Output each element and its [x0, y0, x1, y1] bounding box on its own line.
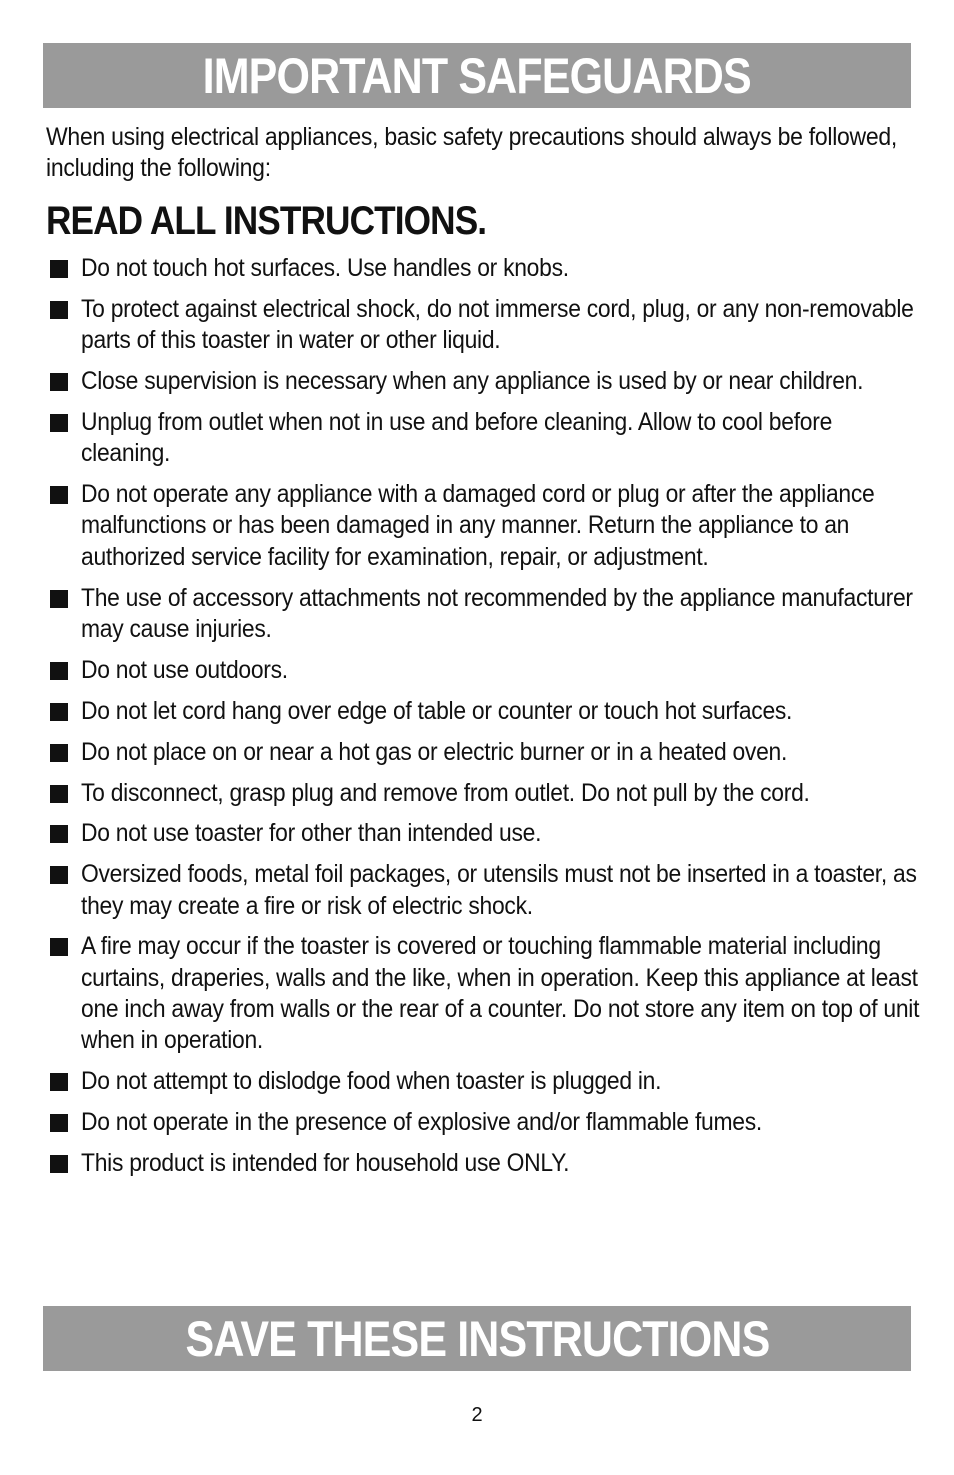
list-item: Do not use toaster for other than intended use.: [46, 818, 926, 849]
square-bullet-icon: [50, 590, 68, 608]
square-bullet-icon: [50, 373, 68, 391]
save-instructions-title: SAVE THESE INSTRUCTIONS: [185, 1310, 769, 1367]
square-bullet-icon: [50, 301, 68, 319]
page-title: IMPORTANT SAFEGUARDS: [202, 47, 752, 104]
list-item: Do not let cord hang over edge of table or counter or touch hot surfaces.: [46, 696, 926, 727]
list-item: This product is intended for household use ONLY.: [46, 1148, 926, 1179]
square-bullet-icon: [50, 866, 68, 884]
intro-text: When using electrical appliances, basic safety precautions should always be followed, including the following:: [46, 123, 898, 182]
list-item: Close supervision is necessary when any appliance is used by or near children.: [46, 366, 926, 397]
page-number: 2: [471, 1404, 483, 1426]
list-item: Do not touch hot surfaces. Use handles or knobs.: [46, 253, 926, 284]
square-bullet-icon: [50, 1073, 68, 1091]
square-bullet-icon: [50, 414, 68, 432]
intro-paragraph: [46, 122, 914, 184]
square-bullet-icon: [50, 703, 68, 721]
list-item: To protect against electrical shock, do not immerse cord, plug, or any non-removable parts of this toaster in water or other liquid.: [46, 294, 926, 357]
list-item: The use of accessory attachments not recommended by the appliance manufacturer may cause injuries.: [46, 583, 926, 646]
square-bullet-icon: [50, 938, 68, 956]
list-item: Oversized foods, metal foil packages, or utensils must not be inserted in a toaster, as they may create a fire or risk of electric shock.: [46, 859, 926, 922]
square-bullet-icon: [50, 486, 68, 504]
list-item: Do not place on or near a hot gas or electric burner or in a heated oven.: [46, 737, 926, 768]
square-bullet-icon: [50, 785, 68, 803]
list-item: Unplug from outlet when not in use and before cleaning. Allow to cool before cleaning.: [46, 407, 926, 470]
square-bullet-icon: [50, 260, 68, 278]
important-safeguards-banner: [43, 43, 911, 108]
square-bullet-icon: [50, 825, 68, 843]
list-item: Do not operate any appliance with a damaged cord or plug or after the appliance malfunctions or has been damaged in any manner. Return the appliance to an authorized service facility for examination, repair, or adjustment.: [46, 479, 926, 573]
list-item: Do not attempt to dislodge food when toaster is plugged in.: [46, 1066, 926, 1097]
square-bullet-icon: [50, 1114, 68, 1132]
save-instructions-banner: [43, 1306, 911, 1371]
safeguards-list: [46, 253, 926, 1189]
list-item: Do not use outdoors.: [46, 655, 926, 686]
square-bullet-icon: [50, 1155, 68, 1173]
square-bullet-icon: [50, 662, 68, 680]
list-item: To disconnect, grasp plug and remove from outlet. Do not pull by the cord.: [46, 778, 926, 809]
read-all-instructions-heading: READ ALL INSTRUCTIONS.: [46, 199, 487, 243]
list-item: A fire may occur if the toaster is covered or touching flammable material including curtains, draperies, walls and the like, when in operation. Keep this appliance at least one inch away from walls or the rear of a counter. Do not store any item on top of unit when in operation.: [46, 931, 926, 1056]
list-item: Do not operate in the presence of explosive and/or flammable fumes.: [46, 1107, 926, 1138]
square-bullet-icon: [50, 744, 68, 762]
